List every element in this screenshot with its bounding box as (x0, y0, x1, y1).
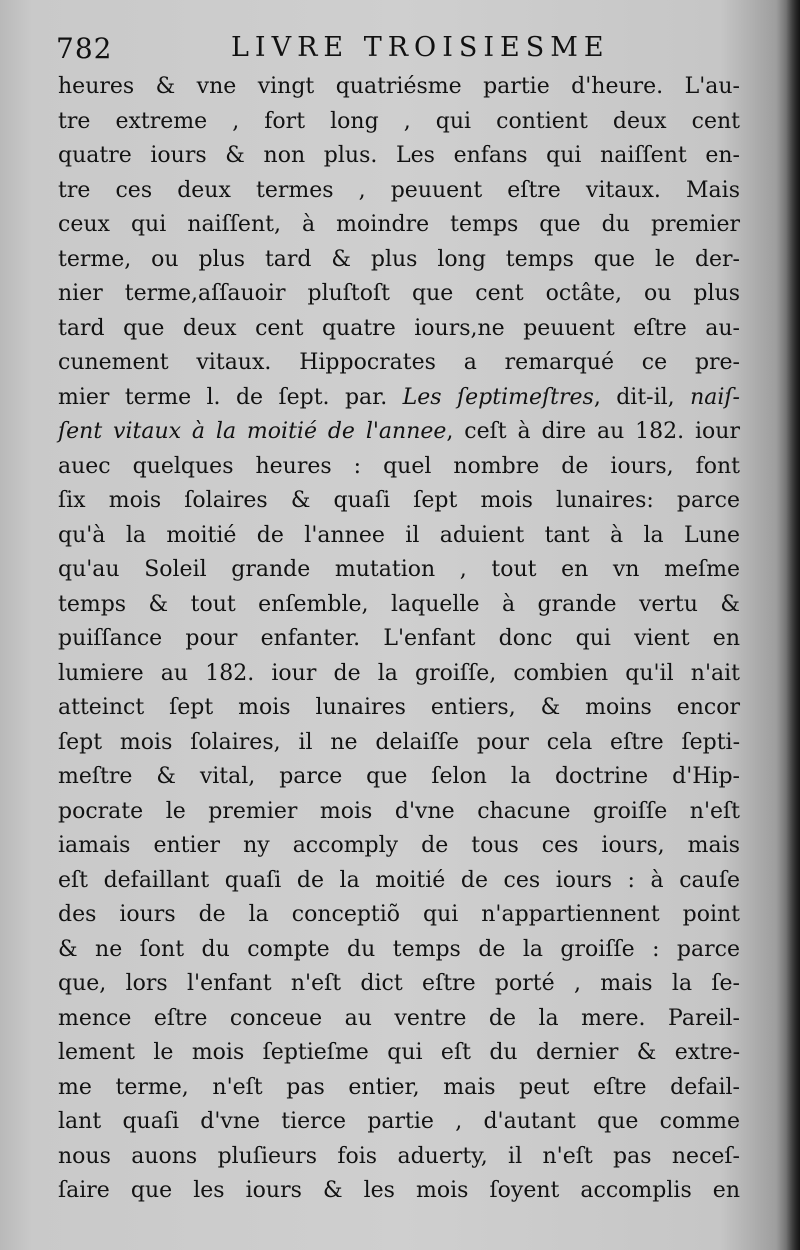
text-line (58, 864, 740, 899)
text-line (58, 726, 740, 761)
text-line (58, 691, 740, 726)
text-line (58, 381, 740, 416)
page-header (56, 28, 740, 68)
text-segment: quatre iours & non plus. Les enfans qui naiſſent en- (58, 143, 740, 168)
text-segment: ſaire que les iours & les mois ſoyent accomplis en (58, 1178, 740, 1203)
text-line (58, 139, 740, 174)
text-segment: eſt defaillant quaſi de la moitié de ces iours : à cauſe (58, 867, 740, 893)
text-segment: lement le mois ſeptieſme qui eſt du dernier & extre- (58, 1040, 740, 1065)
italic-text-segment: ſent vitaux à la moitié de l'annee (58, 419, 447, 444)
text-segment: pocrate le premier mois d'vne chacune groiſſe n'eſt (58, 798, 740, 824)
text-segment: qu'au Soleil grande mutation , tout en vn meſme (58, 557, 740, 582)
text-segment: que, lors l'enfant n'eſt dict eſtre porté , mais la ſe- (58, 971, 740, 996)
text-segment: terme, ou plus tard & plus long temps que le der- (58, 246, 740, 272)
text-segment: ceux qui naiſſent, à moindre temps que du premier (58, 212, 740, 237)
text-segment: me terme, n'eſt pas entier, mais peut eſtre defail- (58, 1074, 740, 1100)
text-segment: tre ces deux termes , peuuent eſtre vitaux. Mais (58, 177, 740, 203)
text-line (58, 174, 740, 209)
italic-text-segment: naiſ- (690, 384, 740, 410)
text-line (58, 415, 740, 450)
text-line (58, 1105, 740, 1140)
italic-text-segment: Les ſeptimeſtres (402, 384, 594, 410)
text-line (58, 450, 740, 485)
text-line (58, 553, 740, 588)
text-line (58, 1140, 740, 1175)
text-line (58, 933, 740, 968)
text-line (58, 105, 740, 140)
text-line (58, 277, 740, 312)
text-line (58, 657, 740, 692)
text-segment: ſix mois ſolaires & quaſi ſept mois lunaires: parce (58, 488, 740, 513)
text-segment: puiſſance pour enfanter. L'enfant donc qui vient en (58, 626, 740, 651)
text-segment: temps & tout enſemble, laquelle à grande vertu & (58, 591, 740, 617)
text-line (58, 1174, 740, 1209)
text-segment: mence eſtre conceue au ventre de la mere. Pareil- (58, 1005, 740, 1031)
text-segment: meſtre & vital, parce que ſelon la doctrine d'Hip- (58, 764, 740, 789)
text-segment: atteinct ſept mois lunaires entiers, & moins encor (58, 695, 740, 720)
text-line (58, 1071, 740, 1106)
text-segment: lumiere au 182. iour de la groiſſe, combien qu'il n'ait (58, 660, 740, 686)
page-edge-shadow (786, 0, 800, 1250)
text-line (58, 519, 740, 554)
text-line (58, 312, 740, 347)
text-segment: des iours de la conceptiõ qui n'appartiennent point (58, 902, 740, 927)
text-segment: iamais entier ny accomply de tous ces iours, mais (58, 833, 740, 858)
text-line (58, 1036, 740, 1071)
text-segment: nous auons pluſieurs fois aduerty, il n'eſt pas neceſ- (58, 1143, 740, 1169)
text-line (58, 829, 740, 864)
text-line (58, 208, 740, 243)
text-line (58, 346, 740, 381)
text-segment: auec quelques heures : quel nombre de iours, font (58, 453, 740, 479)
text-line (58, 243, 740, 278)
body-text (58, 70, 740, 1209)
text-segment: nier terme,aſſauoir pluſtoſt que cent octâte, ou plus (58, 281, 740, 306)
text-segment: cunement vitaux. Hippocrates a remarqué ce pre- (58, 350, 740, 375)
text-line (58, 484, 740, 519)
text-line (58, 588, 740, 623)
text-line (58, 70, 740, 105)
text-segment: qu'à la moitié de l'annee il aduient tant à la Lune (58, 522, 740, 548)
running-title: LIVRE TROISIESME (231, 32, 610, 63)
text-segment: lant quaſi d'vne tierce partie , d'autant que comme (58, 1109, 740, 1134)
text-segment: tre extreme , fort long , qui contient deux cent (58, 108, 740, 134)
page-number: 782 (56, 32, 113, 65)
text-line (58, 898, 740, 933)
text-line (58, 967, 740, 1002)
text-segment: ſept mois ſolaires, il ne delaiſſe pour cela eſtre ſepti- (58, 729, 740, 755)
text-segment: , dit-il, (593, 384, 691, 410)
text-segment: , ceſt à dire au 182. iour (446, 419, 740, 444)
text-line (58, 760, 740, 795)
text-line (58, 1002, 740, 1037)
text-line (58, 795, 740, 830)
text-segment: tard que deux cent quatre iours,ne peuuent eſtre au- (58, 315, 740, 341)
text-segment: & ne ſont du compte du temps de la groiſſe : parce (58, 936, 740, 962)
text-segment: heures & vne vingt quatriésme partie d'heure. L'au- (58, 74, 740, 99)
text-line (58, 622, 740, 657)
text-segment: mier terme l. de ſept. par. (58, 384, 403, 410)
